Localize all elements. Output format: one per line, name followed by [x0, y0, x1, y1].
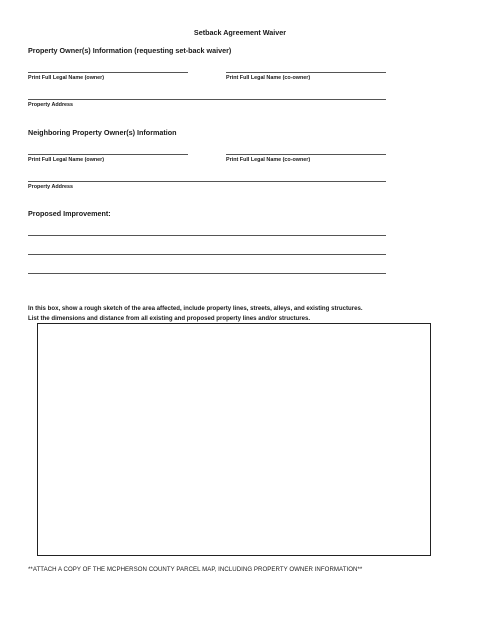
sketch-instruction-line-1: In this box, show a rough sketch of the area affected, include property lines, streets, alleys, and existing structures.	[28, 305, 363, 312]
coowner-name-line[interactable]	[226, 72, 386, 73]
coowner-name-label: Print Full Legal Name (co-owner)	[226, 75, 311, 81]
sketch-instruction-line-2: List the dimensions and distance from all existing and proposed property lines and/or structures.	[28, 314, 311, 322]
form-title: Setback Agreement Waiver	[193, 28, 287, 37]
neighbor-address-label: Property Address	[28, 184, 74, 190]
improvement-heading: Proposed Improvement:	[28, 209, 111, 218]
owner-name-label: Print Full Legal Name (owner)	[28, 75, 105, 81]
neighbor-owner-name-label: Print Full Legal Name (owner)	[28, 157, 105, 163]
neighbor-coowner-name-label: Print Full Legal Name (co-owner)	[226, 157, 311, 163]
sketch-box[interactable]	[37, 323, 431, 556]
improvement-line-2[interactable]	[28, 254, 386, 255]
neighbor-section-heading: Neighboring Property Owner(s) Information	[28, 128, 177, 137]
owner-address-label: Property Address	[28, 102, 74, 108]
neighbor-coowner-name-line[interactable]	[226, 154, 386, 155]
owner-section-heading: Property Owner(s) Information (requesting set-back waiver)	[28, 46, 232, 55]
improvement-line-1[interactable]	[28, 235, 386, 236]
neighbor-owner-name-line[interactable]	[28, 154, 188, 155]
owner-address-line[interactable]	[28, 99, 386, 100]
neighbor-address-line[interactable]	[28, 181, 386, 182]
improvement-line-3[interactable]	[28, 273, 386, 274]
owner-name-line[interactable]	[28, 72, 188, 73]
parcel-map-note: **ATTACH A COPY OF THE MCPHERSON COUNTY PARCEL MAP, INCLUDING PROPERTY OWNER INFORMATION**	[28, 566, 363, 573]
sketch-instructions	[28, 304, 468, 323]
